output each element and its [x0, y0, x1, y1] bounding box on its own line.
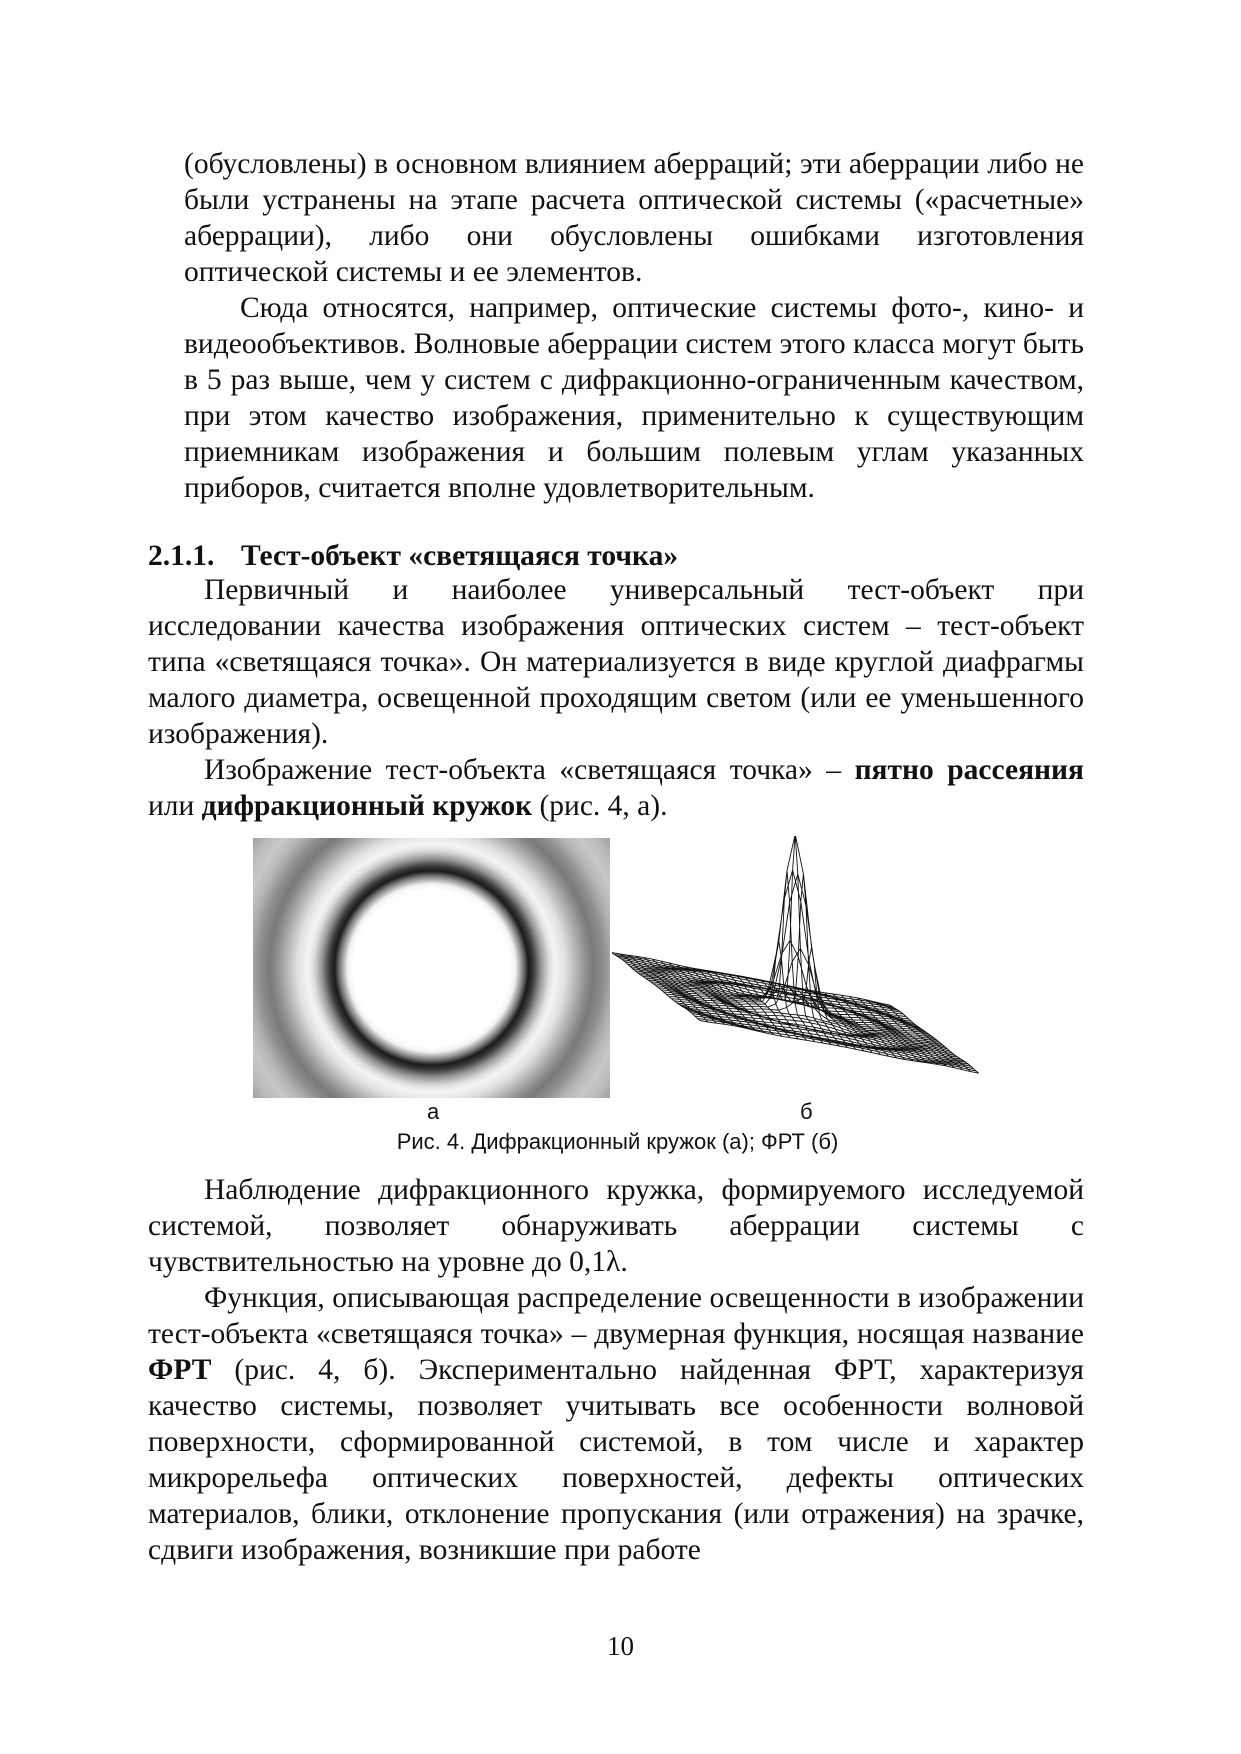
figure-caption: Рис. 4. Дифракционный кружок (а); ФРТ (б) [396, 1129, 839, 1154]
section-title: Тест-объект «светящаяся точка» [241, 540, 679, 572]
text-run: (рис. 4, а). [532, 790, 668, 822]
paragraph-photo-systems: Сюда относятся, например, оптические системы фото-, кино- и видеообъективов. Волновые аберрации систем этого класса могут быть в 5 раз выше, чем у систем с дифракционно-ограниченным качеством, при этом качество изображения, применительно к существующим приемникам изображения и большим полевым углам указанных приборов, считается вполне удовлетворительным. [184, 292, 1084, 504]
text-run: (рис. 4, б). Экспериментально найденная ФРТ, характеризуя качество системы, позволяет учитывать все особенности волновой поверхности, сформированной системой, в том числе и характер микрорельефа оптических поверхностей, дефекты оптических материалов, блики, отклонение пропускания (или отражения) на зрачке, сдвиги изображения, возникшие при работе [148, 1354, 1084, 1566]
figure-diffraction-rings-image [253, 838, 610, 1098]
figure-label-b: б [800, 1099, 813, 1124]
text-block-top [184, 146, 1084, 506]
figure-psf-surface-plot [612, 836, 982, 1100]
text-run: Функция, описывающая распределение освещенности в изображении тест-объекта «светящаяся точка» – двумерная функция, носящая название [148, 1282, 1084, 1350]
paragraph-image-test-object [148, 752, 1084, 824]
psf-surface-mesh [612, 836, 979, 1073]
text-run: Изображение тест-объекта «светящаяся точка» – [204, 754, 855, 786]
term-scatter-spot: пятно рассеяния [854, 754, 1084, 786]
page-number: 10 [607, 1631, 634, 1661]
paragraph-test-object: Первичный и наиболее универсальный тест-объект при исследовании качества изображения оптических систем – тест-объект типа «светящаяся точка». Он материализуется в виде круглой диафрагмы малого диаметра, освещенной проходящим светом (или ее уменьшенного изображения). [148, 574, 1084, 750]
text-block-middle [148, 572, 1084, 824]
section-heading [148, 538, 678, 574]
section-number: 2.1.1. [148, 540, 215, 572]
term-diffraction-disc: дифракционный кружок [201, 790, 533, 822]
paragraph-observation: Наблюдение дифракционного кружка, формируемого исследуемой системой, позволяет обнаруживать аберрации системы с чувствительностью на уровне до 0,1λ. [148, 1174, 1084, 1278]
text-block-bottom [148, 1172, 1084, 1568]
paragraph-psf-function [148, 1280, 1084, 1568]
text-run: или [148, 790, 202, 822]
psf-mesh-lines [612, 836, 979, 1073]
term-psf: ФРТ [148, 1354, 212, 1386]
paragraph-aberrations-cause: (обусловлены) в основном влиянием аберраций; эти аберрации либо не были устранены на этапе расчета оптической системы («расчетные» аберрации), либо они обусловлены ошибками изготовления оптической системы и ее элементов. [184, 148, 1084, 288]
figure-label-a: а [427, 1099, 440, 1124]
